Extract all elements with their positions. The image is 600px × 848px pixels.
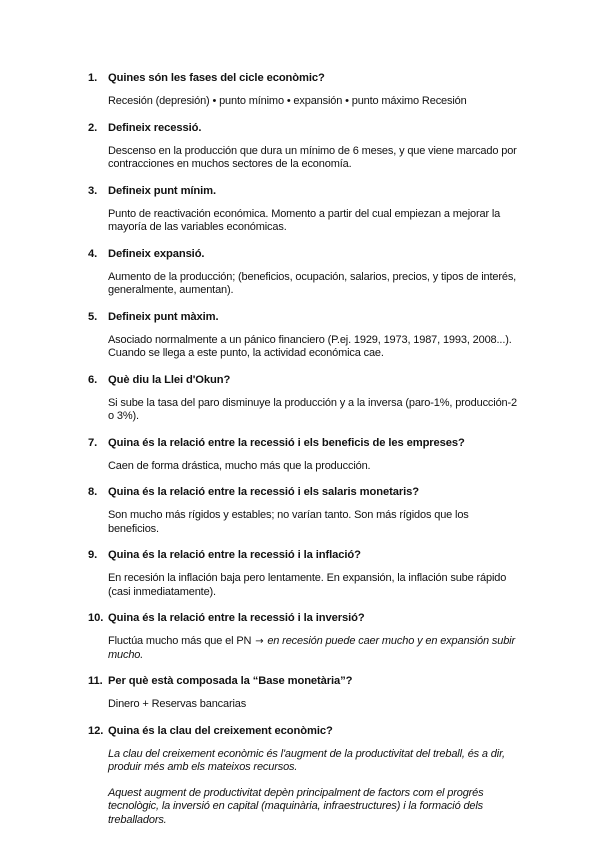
question-heading xyxy=(88,373,518,387)
right-arrow-icon: → xyxy=(255,636,264,647)
question-number: 8. xyxy=(88,486,98,498)
qa-item-2 xyxy=(88,121,518,184)
answer xyxy=(108,635,518,674)
question-number: 12. xyxy=(88,724,104,737)
question-number: 7. xyxy=(88,436,98,449)
qa-item-3 xyxy=(88,184,518,247)
answer-paragraph: Recesión (depresión) • punto mínimo • expansión • punto máximo Recesión xyxy=(108,95,467,107)
qa-item-11 xyxy=(88,674,518,724)
answer xyxy=(108,698,518,724)
qa-item-6 xyxy=(88,373,518,436)
question-text: Quina és la clau del creixement econòmic? xyxy=(108,724,333,737)
question-text: Què diu la Llei d'Okun? xyxy=(108,373,231,386)
answer xyxy=(108,271,518,310)
answer-paragraph: Asociado normalmente a un pánico financiero (P.ej. 1929, 1973, 1987, 1993, 2008...). Cuando se llega a este punto, la actividad económica cae. xyxy=(108,333,512,359)
question-text: Quines són les fases del cicle econòmic? xyxy=(108,72,325,84)
answer-italic-text: en recesión puede caer mucho y en expansión subir mucho. xyxy=(108,635,515,661)
answer xyxy=(108,145,518,184)
question-text: Quina és la relació entre la recessió i els salaris monetaris? xyxy=(108,486,419,498)
question-heading xyxy=(88,310,518,324)
answer xyxy=(108,397,518,436)
question-text: Defineix recessió. xyxy=(108,121,202,134)
question-number: 3. xyxy=(88,184,98,197)
qa-item-1 xyxy=(88,71,518,121)
question-text: Defineix expansió. xyxy=(108,247,205,260)
answer xyxy=(108,334,518,373)
answer-paragraph: La clau del creixement econòmic és l'augment de la productivitat del treball, és a dir, produir més amb els mateixos recursos. xyxy=(108,747,505,773)
answer-paragraph: Punto de reactivación económica. Momento a partir del cual empiezan a mejorar la mayoría de las variables económicas. xyxy=(108,207,501,233)
question-heading xyxy=(88,121,518,135)
question-heading xyxy=(88,485,518,499)
question-heading xyxy=(88,71,518,85)
question-heading xyxy=(88,548,518,562)
answer-paragraph xyxy=(108,635,518,662)
answer-paragraph: Aquest augment de productivitat depèn principalment de factors com el progrés tecnològic, la inversió en capital (maquinària, infraestructures) i la formació dels treballadors. xyxy=(108,786,484,826)
answer xyxy=(108,208,518,247)
answer-paragraph: Son mucho más rígidos y estables; no varían tanto. Son más rígidos que los beneficios. xyxy=(108,509,469,535)
answer-paragraph: Si sube la tasa del paro disminuye la producción y a la inversa (paro-1%, producción-2 o 3%). xyxy=(108,396,517,422)
qa-item-9 xyxy=(88,548,518,611)
answer xyxy=(108,460,518,486)
question-heading xyxy=(88,184,518,198)
question-heading xyxy=(88,674,518,688)
answer-paragraph: Caen de forma drástica, mucho más que la producción. xyxy=(108,459,371,472)
answer xyxy=(108,572,518,611)
answer-paragraph: Aumento de la producción; (beneficios, ocupación, salarios, precios, y tipos de interés, generalmente, aumentan). xyxy=(108,270,517,296)
qa-list xyxy=(88,71,518,839)
answer-paragraph: En recesión la inflación baja pero lentamente. En expansión, la inflación sube rápido (casi inmediatamente). xyxy=(108,572,507,598)
qa-item-8 xyxy=(88,485,518,548)
answer-paragraph: Descenso en la producción que dura un mínimo de 6 meses, y que viene marcado por contracciones en muchos sectores de la economía. xyxy=(108,144,517,170)
qa-item-12 xyxy=(88,724,518,840)
question-number: 2. xyxy=(88,121,98,134)
qa-item-5 xyxy=(88,310,518,373)
question-text: Per què està composada la “Base monetària”? xyxy=(108,675,353,687)
question-number: 9. xyxy=(88,549,98,561)
qa-item-4 xyxy=(88,247,518,310)
qa-item-7 xyxy=(88,436,518,486)
question-number: 11. xyxy=(88,675,103,687)
answer xyxy=(108,748,518,840)
answer-paragraph: Dinero + Reservas bancarias xyxy=(108,698,247,710)
answer-lead-text: Fluctúa mucho más que el PN xyxy=(108,635,252,647)
question-heading xyxy=(88,436,518,450)
question-text: Quina és la relació entre la recessió i els beneficis de les empreses? xyxy=(108,436,465,449)
question-heading xyxy=(88,611,518,625)
question-heading xyxy=(88,724,518,738)
answer xyxy=(108,95,518,121)
question-number: 4. xyxy=(88,247,98,260)
question-number: 5. xyxy=(88,310,98,323)
question-text: Quina és la relació entre la recessió i la inflació? xyxy=(108,549,361,561)
question-heading xyxy=(88,247,518,261)
question-text: Defineix punt mínim. xyxy=(108,184,217,197)
answer xyxy=(108,509,518,548)
qa-item-10 xyxy=(88,611,518,674)
question-text: Defineix punt màxim. xyxy=(108,310,219,323)
question-number: 10. xyxy=(88,612,104,624)
question-number: 6. xyxy=(88,373,98,386)
question-text: Quina és la relació entre la recessió i la inversió? xyxy=(108,612,365,624)
question-number: 1. xyxy=(88,72,98,84)
